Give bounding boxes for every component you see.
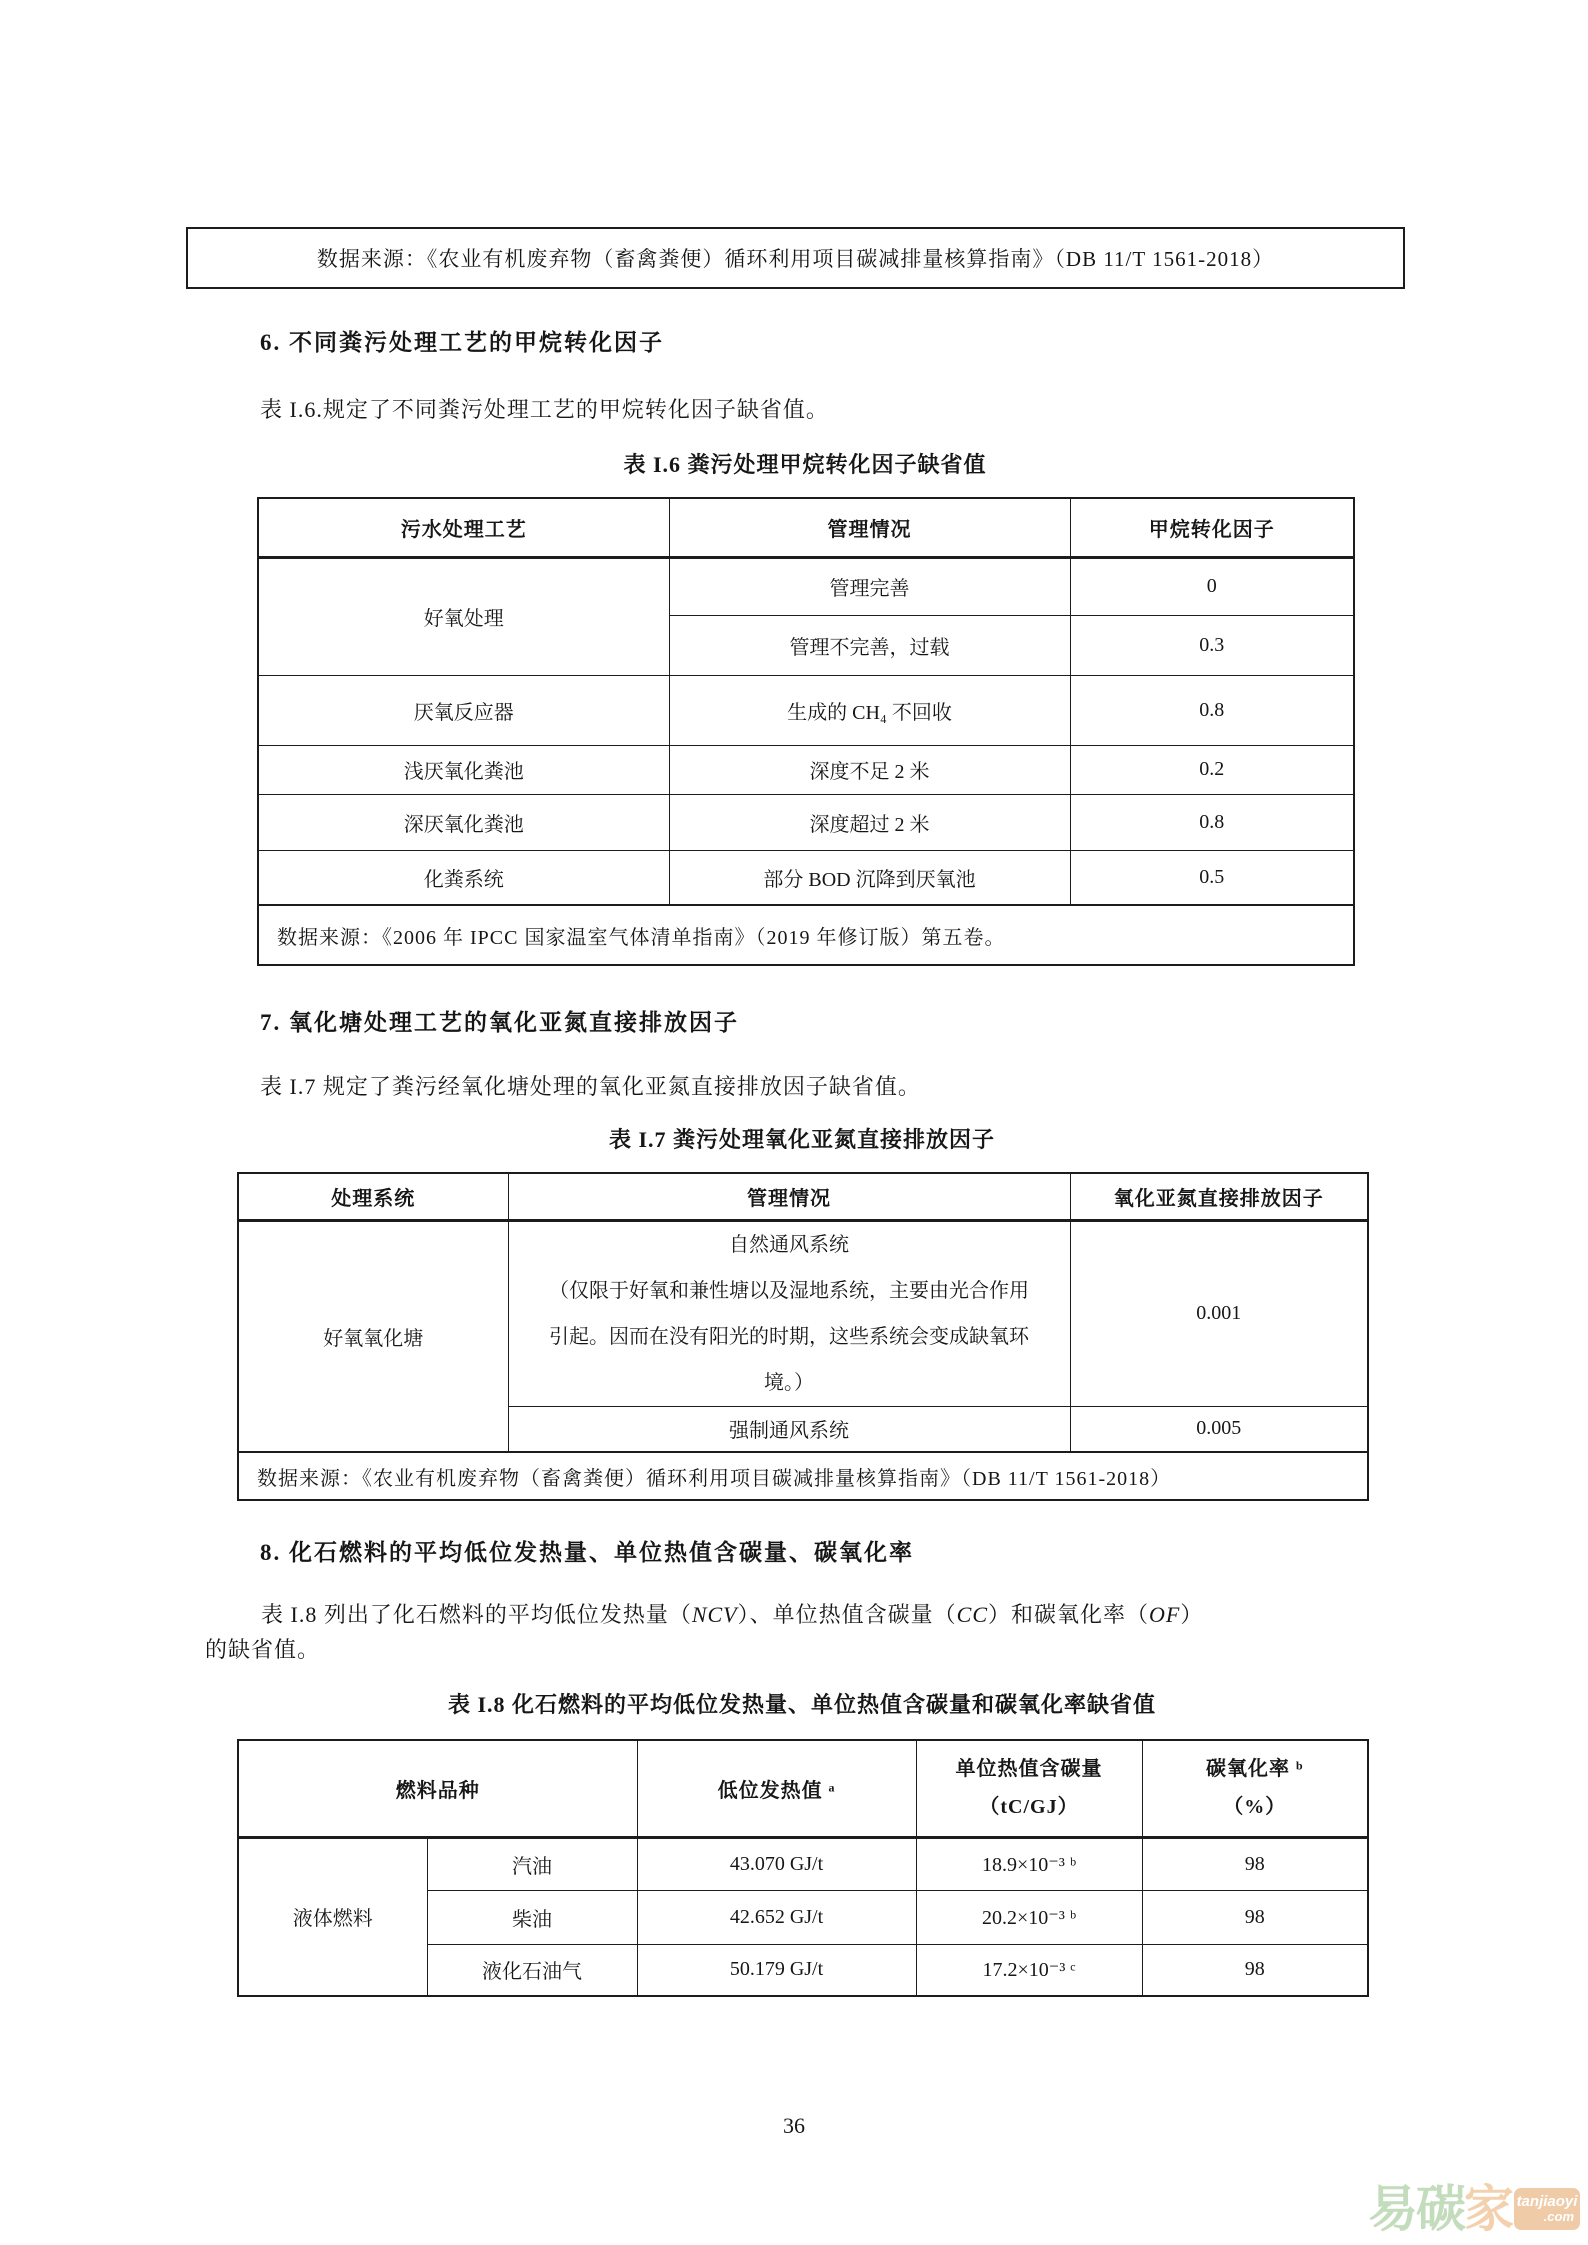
cell-fuel: 汽油 xyxy=(427,1837,637,1890)
intro-segment-cc: CC xyxy=(956,1602,988,1627)
data-source-box xyxy=(186,227,1405,289)
table8-header-row xyxy=(238,1740,1368,1837)
table7-title: 表 I.7 粪污处理氧化亚氮直接排放因子 xyxy=(608,1127,996,1152)
management-title: 自然通风系统 xyxy=(729,1233,849,1256)
cell-ncv: 42.652 GJ/t xyxy=(637,1890,916,1944)
table-row xyxy=(258,745,1354,794)
cell-factor: 0.001 xyxy=(1070,1220,1368,1406)
intro-segment: ） xyxy=(1180,1602,1204,1627)
cell-fuel-group: 液体燃料 xyxy=(238,1837,427,1996)
watermark-badge-line1: tanjiaoyi xyxy=(1516,2193,1578,2211)
table6-header-management: 管理情况 xyxy=(669,498,1070,557)
cell-management: 部分 BOD 沉降到厌氧池 xyxy=(669,850,1070,905)
table8-header-of xyxy=(1142,1740,1368,1837)
table-i8 xyxy=(237,1739,1369,1997)
cell-cc: 17.2×10⁻³ ᶜ xyxy=(916,1944,1142,1996)
of-header-line2: （%） xyxy=(1223,1796,1287,1819)
table-row xyxy=(258,794,1354,850)
table6-header-row xyxy=(258,498,1354,557)
table-row xyxy=(258,850,1354,905)
table6-header-process: 污水处理工艺 xyxy=(258,498,669,557)
cell-process: 好氧处理 xyxy=(258,557,669,675)
intro-segment: 的缺省值。 xyxy=(205,1637,321,1662)
cell-management: 深度不足 2 米 xyxy=(669,745,1070,794)
cc-header-line2: （tC/GJ） xyxy=(979,1796,1079,1819)
cell-ncv: 50.179 GJ/t xyxy=(637,1944,916,1996)
cell-factor: 0.5 xyxy=(1070,850,1354,905)
cell-management: 深度超过 2 米 xyxy=(669,794,1070,850)
cell-cc: 18.9×10⁻³ ᵇ xyxy=(916,1837,1142,1890)
cell-fuel: 柴油 xyxy=(427,1890,637,1944)
cell-factor: 0.005 xyxy=(1070,1406,1368,1452)
intro-segment-ncv: NCV xyxy=(691,1602,738,1627)
cell-ncv: 43.070 GJ/t xyxy=(637,1837,916,1890)
watermark-badge-line2: .com xyxy=(1543,2209,1574,2225)
watermark-green-text: 易碳 xyxy=(1368,2181,1464,2237)
table6-source-text: 数据来源：《2006 年 IPCC 国家温室气体清单指南》（2019 年修订版）第五卷。 xyxy=(258,905,1354,965)
data-source-text: 数据来源：《农业有机废弃物（畜禽粪便）循环利用项目碳减排量核算指南》（DB 11/T 1561-2018） xyxy=(316,247,1275,271)
cell-factor: 0.8 xyxy=(1070,675,1354,745)
cell-process: 深厌氧化粪池 xyxy=(258,794,669,850)
cell-management: 管理完善 xyxy=(669,557,1070,615)
cell-of: 98 xyxy=(1142,1944,1368,1996)
cell-process: 化粪系统 xyxy=(258,850,669,905)
table6-title: 表 I.6 粪污处理甲烷转化因子缺省值 xyxy=(623,452,987,477)
table8-header-cc xyxy=(916,1740,1142,1837)
table7-header-management: 管理情况 xyxy=(508,1173,1070,1220)
cell-factor: 0.8 xyxy=(1070,794,1354,850)
table-row xyxy=(238,1220,1368,1406)
watermark-logo xyxy=(1368,2178,1582,2240)
page-number: 36 xyxy=(783,2113,805,2138)
cell-of: 98 xyxy=(1142,1890,1368,1944)
table-i6 xyxy=(257,497,1355,966)
intro-segment: 表 I.8 列出了化石燃料的平均低位发热量（ xyxy=(261,1602,692,1627)
cell-of: 98 xyxy=(1142,1837,1368,1890)
table-i7 xyxy=(237,1172,1369,1501)
management-note: （仅限于好氧和兼性塘以及湿地系统，主要由光合作用引起。因而在没有阳光的时期，这些系统会变成缺氧环境。） xyxy=(549,1279,1029,1394)
watermark-orange-text: 家 xyxy=(1464,2181,1512,2237)
section6-heading: 6. 不同粪污处理工艺的甲烷转化因子 xyxy=(260,330,664,355)
cell-factor: 0.3 xyxy=(1070,615,1354,675)
table8-header-fuel-type: 燃料品种 xyxy=(238,1740,637,1837)
cell-factor: 0.2 xyxy=(1070,745,1354,794)
cell-system: 好氧氧化塘 xyxy=(238,1220,508,1452)
intro-segment: ）、单位热值含碳量（ xyxy=(737,1602,957,1627)
cell-process: 浅厌氧化粪池 xyxy=(258,745,669,794)
table-row xyxy=(238,1837,1368,1890)
table8-header-ncv: 低位发热值 ᵃ xyxy=(637,1740,916,1837)
table6-source-row xyxy=(258,905,1354,965)
cell-fuel: 液化石油气 xyxy=(427,1944,637,1996)
section6-intro: 表 I.6.规定了不同粪污处理工艺的甲烷转化因子缺省值。 xyxy=(260,397,829,422)
table7-header-system: 处理系统 xyxy=(238,1173,508,1220)
table7-source-row xyxy=(238,1452,1368,1500)
cell-factor: 0 xyxy=(1070,557,1354,615)
of-header-line1: 碳氧化率 ᵇ xyxy=(1206,1758,1304,1781)
section7-intro: 表 I.7 规定了粪污经氧化塘处理的氧化亚氮直接排放因子缺省值。 xyxy=(260,1074,921,1099)
watermark-badge xyxy=(1514,2188,1580,2230)
table7-header-row xyxy=(238,1173,1368,1220)
cell-process: 厌氧反应器 xyxy=(258,675,669,745)
section8-intro xyxy=(205,1597,1397,1667)
cell-management: 强制通风系统 xyxy=(508,1406,1070,1452)
cell-management: 管理不完善，过载 xyxy=(669,615,1070,675)
section7-heading: 7. 氧化塘处理工艺的氧化亚氮直接排放因子 xyxy=(260,1010,739,1035)
intro-segment: ）和碳氧化率（ xyxy=(988,1602,1150,1627)
section8-heading: 8. 化石燃料的平均低位发热量、单位热值含碳量、碳氧化率 xyxy=(260,1540,914,1565)
table6-header-factor: 甲烷转化因子 xyxy=(1070,498,1354,557)
cell-management: 生成的 CH₄ 不回收 xyxy=(669,675,1070,745)
intro-segment-of: OF xyxy=(1149,1602,1181,1627)
table8-title: 表 I.8 化石燃料的平均低位发热量、单位热值含碳量和碳氧化率缺省值 xyxy=(447,1692,1157,1717)
table-row xyxy=(258,557,1354,615)
table7-header-factor: 氧化亚氮直接排放因子 xyxy=(1070,1173,1368,1220)
table-row xyxy=(258,675,1354,745)
cell-management xyxy=(508,1220,1070,1406)
cell-cc: 20.2×10⁻³ ᵇ xyxy=(916,1890,1142,1944)
cc-header-line1: 单位热值含碳量 xyxy=(955,1758,1103,1781)
table7-source-text: 数据来源：《农业有机废弃物（畜禽粪便）循环利用项目碳减排量核算指南》（DB 11/T 1561-2018） xyxy=(238,1452,1368,1500)
